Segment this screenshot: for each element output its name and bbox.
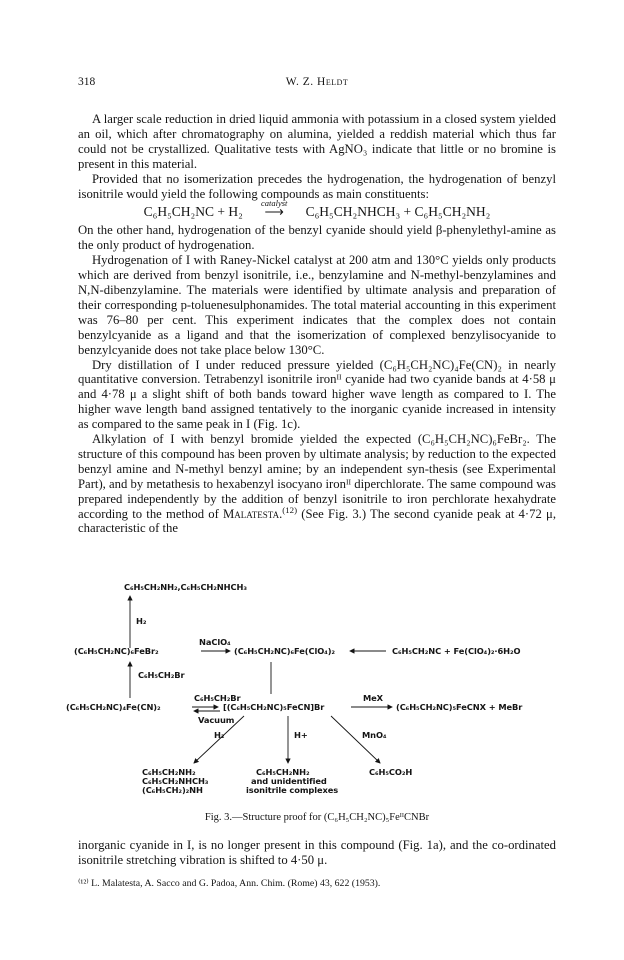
body-text-top xyxy=(78,112,556,536)
scheme-product-1-line-3: (C₆H₅CH₂)₂NH xyxy=(142,785,203,795)
scheme-h2-bottom: H₂ xyxy=(214,730,225,740)
scheme-naclo4: NaClO₄ xyxy=(199,637,231,647)
scheme-h-plus: H+ xyxy=(294,730,308,740)
scheme-fecn2: (C₆H₅CH₂NC)₄Fe(CN)₂ xyxy=(66,702,161,712)
figure-caption: Fig. 3.—Structure proof for (C₆H₅CH₂NC)₅FeᴵᴵCNBr xyxy=(204,812,430,823)
scheme-product-2-line-2: and unidentified xyxy=(251,776,327,786)
scheme-amines-top: C₆H₅CH₂NH₂,C₆H₅CH₂NHCH₃ xyxy=(124,582,247,592)
reference-author: Malatesta. xyxy=(223,506,283,521)
body-text-bottom xyxy=(78,838,556,868)
page-number: 318 xyxy=(78,76,96,88)
reaction-scheme xyxy=(66,580,566,810)
paragraph-7: inorganic cyanide in I, is no longer present in this compound (Fig. 1a), and the co-ordinated isonitrile stretching vibration is shifted to 4·50 μ. xyxy=(78,838,556,867)
paragraph-6 xyxy=(78,432,556,536)
paragraph-5: Dry distillation of I under reduced pressure yielded (C₆H₅CH₂NC)₄Fe(CN)₂ in nearly quantitative conversion. Tetrabenzyl isonitrile ironᴵᴵ cyanide had two cyanide bands at 4·58 μ and 4·78 μ a slight shift of both bands toward higher wave length as compared to I. The higher wave length band assigned tentatively to the inorganic cyanide increased in intensity as compared to the same peak in I (Fig. 1c). xyxy=(78,357,556,432)
equation-right: C₆H₅CH₂NHCH₃ + C₆H₅CH₂NH₂ xyxy=(305,204,491,220)
scheme-product-1-line-1: C₆H₅CH₂NH₂ xyxy=(142,767,196,777)
scheme-febr2: (C₆H₅CH₂NC)₆FeBr₂ xyxy=(74,646,159,656)
scheme-cnbr-complex: [(C₆H₅CH₂NC)₅FeCN]Br xyxy=(223,702,325,712)
scheme-product-2-line-3: isonitrile complexes xyxy=(246,785,339,795)
paragraph-4: Hydrogenation of I with Raney-Nickel catalyst at 200 atm and 130°C yields only products which are derived from benzyl isonitrile, i.e., benzylamine and N-methyl-benzylamines and N,N-dibenzylamine. The materials were identified by ultimate analysis and preparation of their corresponding p-toluenesulphonamides. The total material accounting in this experiment was 76–80 per cent. This experiment indicates that the complex does not contain benzylcyanide as a ligand and that the isomerization of complexed benzylisocyanide to benzylcyanide does not take place below 130°C. xyxy=(78,253,556,357)
equation-catalyst: catalyst xyxy=(260,198,288,209)
paragraph-6-text: Alkylation of I with benzyl bromide yielded the expected (C₆H₅CH₂NC)₆FeBr₂. The structure of this compound has been proven by ultimate analysis; by reduction to the expected benzyl amine and N-methyl benzyl amine; by an independent syn-thesis (see Experimental Part), and by metathesis to hexabenzyl isocyano ironᴵᴵ diperchlorate. The same compound was prepared independently by the addition of benzyl isonitrile to iron perchlorate hexahydrate according to the method of xyxy=(78,432,556,521)
scheme-h2-top: H₂ xyxy=(136,616,147,626)
scheme-vacuum: Vacuum xyxy=(198,715,235,725)
scheme-cnx-product: (C₆H₅CH₂NC)₅FeCNX + MeBr xyxy=(396,702,523,712)
reference-number: (12) xyxy=(282,504,298,515)
scheme-mno4: MnO₄ xyxy=(362,730,387,740)
scheme-product-1-line-2: C₆H₅CH₂NHCH₃ xyxy=(142,776,209,786)
scheme-benzylbromide-1: C₆H₅CH₂Br xyxy=(138,670,185,680)
scheme-benzylbromide-2: C₆H₅CH₂Br xyxy=(194,693,241,703)
paragraph-2: Provided that no isomerization precedes the hydrogenation, the hydrogenation of benzyl isonitrile would yield the following compounds as main constituents: xyxy=(78,171,556,201)
scheme-perchlorate: (C₆H₅CH₂NC)₆Fe(ClO₄)₂ xyxy=(234,646,335,656)
paragraph-6-end: (See Fig. 3.) The second cyanide peak at 4·72 μ, characteristic of the xyxy=(78,506,556,536)
footnote: ⁽¹²⁾ L. Malatesta, A. Sacco and G. Padoa, Ann. Chim. (Rome) 43, 622 (1953). xyxy=(78,878,381,889)
paragraph-1: A larger scale reduction in dried liquid ammonia with potassium in a closed system yielded an oil, which after chromatography on alumina, yielded a reddish material which thus far could not be crystallized. Qualitative tests with AgNO₃ indicate that little or no bromine is present in this material. xyxy=(78,112,556,171)
scheme-reagents: C₆H₅CH₂NC + Fe(ClO₄)₂·6H₂O xyxy=(392,646,521,656)
scheme-product-2-line-1: C₆H₅CH₂NH₂ xyxy=(256,767,310,777)
paragraph-3: On the other hand, hydrogenation of the benzyl cyanide should yield β-phenylethyl-amine as the only product of hydrogenation. xyxy=(78,223,556,253)
equation-hydrogenation xyxy=(78,198,556,220)
running-title: W. Z. Heldt xyxy=(285,76,349,88)
scheme-product-3: C₆H₅CO₂H xyxy=(369,767,413,777)
equation-left: C₆H₅CH₂NC + H₂ xyxy=(143,204,243,220)
equation-arrow: catalyst ⟶ xyxy=(249,205,299,220)
scheme-mex: MeX xyxy=(363,693,383,703)
